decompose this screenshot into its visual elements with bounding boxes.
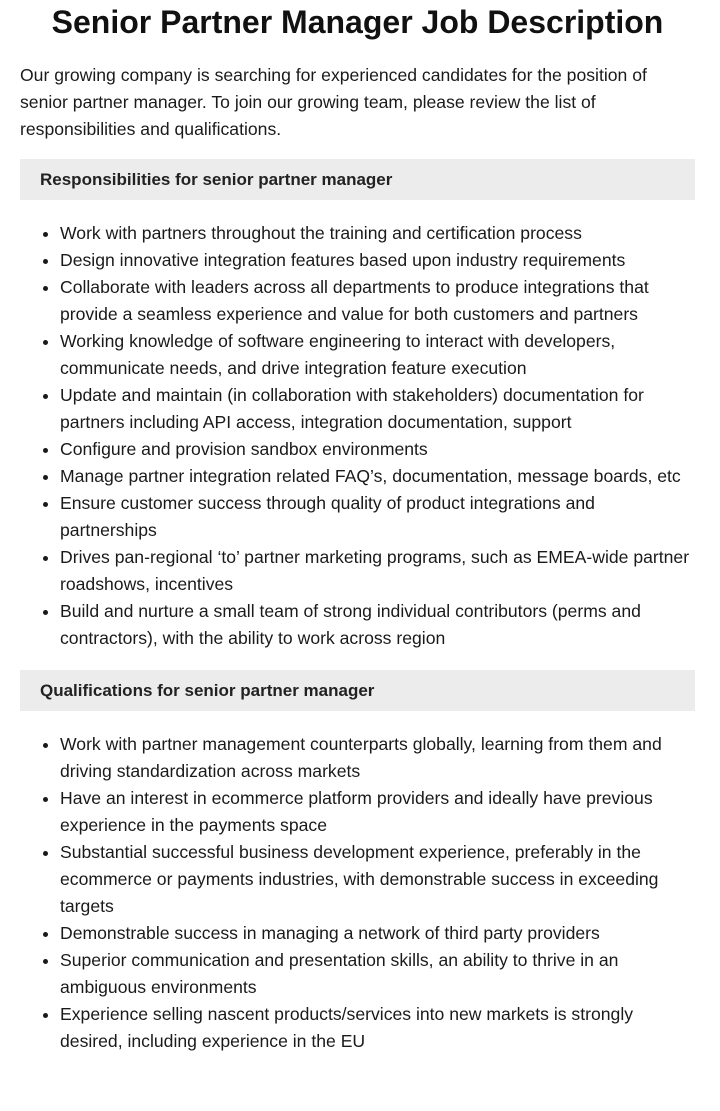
responsibilities-heading: Responsibilities for senior partner manager — [20, 159, 695, 200]
list-item: • Manage partner integration related FAQ’s, documentation, message boards, etc — [60, 463, 695, 490]
list-item: • Experience selling nascent products/services into new markets is strongly desired, including experience in the EU — [60, 1001, 695, 1055]
qualifications-heading: Qualifications for senior partner manager — [20, 670, 695, 711]
list-item: • Update and maintain (in collaboration with stakeholders) documentation for partners including API access, integration documentation, support — [60, 382, 695, 436]
list-item: • Collaborate with leaders across all departments to produce integrations that provide a seamless experience and value for both customers and partners — [60, 274, 695, 328]
list-item: • Work with partners throughout the training and certification process — [60, 220, 695, 247]
list-item: • Substantial successful business development experience, preferably in the ecommerce or payments industries, with demonstrable success in exceeding targets — [60, 839, 695, 920]
page-title: Senior Partner Manager Job Description — [51, 4, 664, 40]
list-item: • Drives pan-regional ‘to’ partner marketing programs, such as EMEA-wide partner roadshows, incentives — [60, 544, 695, 598]
intro-paragraph: Our growing company is searching for experienced candidates for the position of senior partner manager. To join our growing team, please review the list of responsibilities and qualifications. — [20, 65, 647, 139]
list-item: • Superior communication and presentation skills, an ability to thrive in an ambiguous environments — [60, 947, 695, 1001]
list-item: • Build and nurture a small team of strong individual contributors (perms and contractors), with the ability to work across region — [60, 598, 695, 652]
list-item: • Design innovative integration features based upon industry requirements — [60, 247, 695, 274]
list-item: • Work with partner management counterparts globally, learning from them and driving standardization across markets — [60, 731, 695, 785]
list-item: • Demonstrable success in managing a network of third party providers — [60, 920, 695, 947]
list-item: • Ensure customer success through quality of product integrations and partnerships — [60, 490, 695, 544]
qualifications-list — [20, 731, 695, 1055]
list-item: • Working knowledge of software engineering to interact with developers, communicate needs, and drive integration feature execution — [60, 328, 695, 382]
list-item: • Have an interest in ecommerce platform providers and ideally have previous experience in the payments space — [60, 785, 695, 839]
list-item: • Configure and provision sandbox environments — [60, 436, 695, 463]
responsibilities-list — [20, 220, 695, 652]
